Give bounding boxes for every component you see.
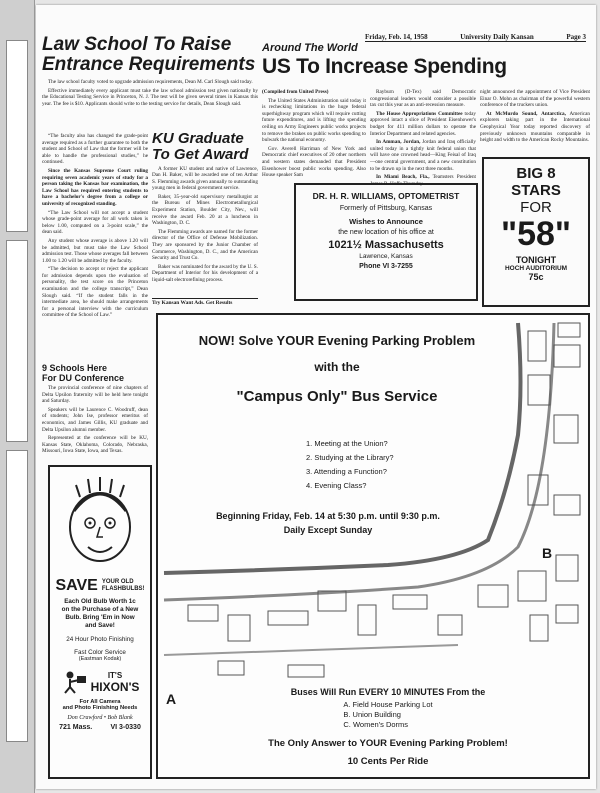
world-paragraph: Rayburn (D-Tex) said Democratic congressional leaders would consider a possible tax cut this year as an anti-recession measure. — [370, 89, 476, 109]
map-building — [556, 605, 578, 623]
hixon-name: HIXON'S — [90, 679, 140, 694]
bus-stop: C. Women's Dorms — [343, 720, 409, 729]
world-lead: At McMurdo Sound, Antarctica, — [486, 110, 566, 117]
adjacent-column — [6, 240, 28, 442]
hixon-for-all: For All Camera — [79, 699, 121, 705]
photographer-head — [66, 672, 73, 679]
hixon-name-block — [91, 671, 140, 694]
du-paragraph: Represented at the conference will be KU, Kansas State, Oklahoma, Colorado, Nebraska, Missouri, Iowa State, Iowa, and Texas. — [42, 435, 148, 455]
bus-schedule — [158, 511, 498, 535]
map-building — [358, 605, 376, 635]
law-paragraph: “The faculty also has changed the grade-point average required as a further guarantee to both the student and School of Law that the former will be able to handle the professional studies,” he continued. — [42, 133, 148, 166]
save-line — [50, 577, 150, 595]
bus-stop: A. Field House Parking Lot — [343, 700, 433, 709]
bus-question: 1. Meeting at the Union? — [306, 439, 388, 448]
bus-service-name: "Campus Only" Bus Service — [236, 388, 438, 405]
map-building — [554, 495, 580, 515]
bus-answer: The Only Answer to YOUR Evening Parking Problem! — [268, 738, 508, 749]
big8-venue: HOCH AUDITORIUM — [504, 265, 568, 272]
newspaper-page — [36, 5, 596, 789]
bus-fare: 10 Cents Per Ride — [347, 756, 429, 767]
big8-line-2: STARS — [511, 182, 561, 199]
bus-stop: B. Union Building — [343, 710, 401, 719]
bus-question: 2. Studying at the Library? — [306, 453, 394, 462]
du-article — [42, 363, 148, 463]
bus-daily: Daily Except Sunday — [283, 525, 373, 535]
big8-tonight: TONIGHT — [515, 255, 557, 265]
world-paragraph: night announced the appointment of Vice President Einar O. Mohn as chairman of the powerful western conference of the truckers union. — [480, 89, 590, 109]
law-article — [42, 35, 258, 78]
map-building — [556, 555, 578, 581]
world-lead: In Miami Beach, Fla., — [376, 174, 430, 181]
big8-line-1: BIG 8 — [516, 165, 556, 182]
big8-line-3: FOR — [520, 199, 552, 216]
award-article — [152, 131, 258, 306]
hixon-logo-row — [50, 670, 150, 694]
map-label-b: B — [542, 545, 553, 561]
hair — [74, 494, 126, 511]
law-body-col — [42, 133, 148, 363]
award-paragraph: Baker was nominated for the award by the U. S. Department of Interior for his development of a liquid-salt electrorefining process. — [152, 263, 258, 283]
cartoon-face-illustration — [50, 467, 150, 577]
map-building — [478, 585, 508, 607]
photographer-body — [65, 679, 79, 693]
map-label-a: A — [166, 691, 177, 707]
big8-year: "58" — [500, 215, 572, 253]
adjacent-page-strip — [0, 0, 35, 793]
bus-with: with the — [314, 360, 360, 374]
bus-every: Buses Will Run EVERY 10 MINUTES From the — [290, 687, 486, 697]
optometrist-city: Lawrence, Kansas — [359, 253, 413, 260]
world-kicker: Around The World — [262, 42, 358, 54]
optometrist-phone: Phone VI 3-7255 — [359, 263, 413, 270]
du-headline-1: 9 Schools Here — [42, 363, 108, 373]
hixon-address: 721 Mass. — [59, 724, 93, 731]
award-paragraph: The Flemming awards are named for the former director of the Office of Defense Mobilization. They are sponsored by the Junior Chamber of Commerce, Washington, D. C., and the American Security and Trust Co. — [152, 228, 258, 262]
law-paragraph: The law school faculty voted to upgrade admission requirements, Dean M. Carl Slough said today. — [48, 79, 253, 85]
law-paragraph: “The decision to accept or reject the applicant for admission depends upon the evaluation of personality, the test score on the Princeton examination and the college transcript,” Dean Slough said. “If the student falls in the intermediate area, he should make arrangements for a personal interview with the curriculum committee of the School of Law.” — [42, 266, 148, 319]
map-building — [554, 415, 578, 443]
world-paragraph: The United States Administration said today it is rechecking limitations in the huge federal superhighway program which will require cutting future expenditures, and is lifting the spending ceiling on Army Engineers public works projects to remove the brakes on public works spending to bulwark the national economy. — [262, 97, 366, 144]
bulb-offer-line: on the Purchase of a New — [61, 606, 139, 613]
law-paragraph: Effective immediately every applicant must take the law school admission test given nationally by the Educational Testing Service in Princeton, N. J. The test will be given several times in Kansas this year. The fee is $10. Applicants should write to the testing service for details, Dean Slough said. — [42, 87, 258, 107]
big8-price: 75c — [528, 272, 544, 282]
award-paragraph: A former KU student and native of Lawrence, Dan H. Baker, will be awarded one of ten Arthur S. Flemming awards given annually to outstanding young men in federal government service. — [152, 165, 258, 192]
bulb-offer-line: and Save! — [85, 622, 115, 629]
map-building — [528, 331, 546, 361]
masthead-page: Page 3 — [566, 33, 586, 41]
bus-question: 3. Attending a Function? — [306, 467, 387, 476]
camera-icon — [77, 676, 86, 683]
mouth — [88, 547, 112, 552]
save-sub — [102, 579, 145, 593]
optometrist-name: DR. H. R. WILLIAMS, OPTOMETRIST — [312, 191, 460, 201]
law-headline-2: Entrance Requirements — [42, 53, 256, 75]
bus-stops — [343, 700, 432, 730]
world-col-1 — [262, 89, 366, 181]
map-building — [558, 323, 580, 337]
optometrist-new-location: the new location of his office at — [338, 229, 434, 236]
du-paragraph: The provincial conference of nine chapters of Delta Upsilon fraternity will be held here tonight and Saturday. — [42, 385, 148, 405]
hixon-hour: 24 Hour Photo Finishing — [66, 636, 134, 643]
world-text: American explorers taking part in the International Geophysical Year today reported discovery of previously unknown mountains comparable in height and width to the American Rocky Mountains. — [480, 110, 590, 144]
adjacent-column — [6, 450, 28, 742]
bulb-offer-line: Each Old Bulb Worth 1c — [64, 598, 136, 605]
hixon-ad — [48, 465, 152, 779]
save-your-old: YOUR OLD — [101, 579, 134, 585]
optometrist-wishes: Wishes to Announce — [349, 217, 423, 226]
bus-begin: Beginning Friday, Feb. 14 at 5:30 p.m. until 9:30 p.m. — [216, 511, 440, 521]
hixon-its: IT'S — [107, 670, 123, 680]
map-building — [530, 615, 548, 641]
optometrist-formerly: Formerly of Pittsburg, Kansas — [339, 205, 433, 212]
law-body-top — [42, 79, 258, 109]
bus-ad-header — [158, 333, 516, 405]
world-col-2 — [370, 89, 477, 187]
law-paragraph: “The Law School will not accept a student whose grade-point average for all work taken is below 1.00, computed on a 3-point scale,” the dean said. — [42, 209, 148, 236]
bulb-offer-line: Bulb. Bring 'Em in Now — [65, 614, 135, 621]
map-building — [188, 605, 218, 621]
hixon-staff: Don Crawford • Bob Blank — [67, 715, 133, 721]
map-building — [228, 615, 250, 641]
hixon-contact — [50, 724, 150, 731]
world-headline: US To Increase Spending — [262, 54, 507, 78]
optometrist-ad — [294, 183, 478, 301]
adjacent-column — [6, 40, 28, 232]
world-lead: The House Appropriations Committee — [376, 110, 463, 117]
du-paragraph: Speakers will be Laurence C. Woodruff, dean of students; John Ise, professor emeritus of economics, and James Gillis, KU graduate and Delta Upsilon alumni member. — [42, 406, 148, 433]
law-paragraph: Any student whose average is above 1.20 will be admitted, but must take the Law School admission test. Those whose averages fall between 1.00 to 1.20 will be admitted by the faculty. — [42, 237, 148, 264]
want-ads-tagline: Try Kansan Want Ads. Get Results — [152, 298, 258, 306]
du-headline-2: For DU Conference — [42, 373, 125, 383]
map-building — [393, 595, 427, 609]
world-article — [262, 43, 590, 78]
map-building — [268, 611, 308, 625]
map-building — [518, 571, 546, 601]
optometrist-address: 1021½ Massachusetts — [328, 239, 444, 251]
law-bold-paragraph: Since the Kansas Supreme Court ruling requiring seven academic years of study for a person taking the Kansas bar examination, the Law School has required entering students to have a bachelor's degree from a college or university of recognized standing. — [42, 167, 148, 207]
award-body — [152, 166, 258, 298]
pupil — [89, 522, 92, 525]
award-paragraph: Baker, 35-year-old supervisory metallurgist at the Bureau of Mines Electrometallurgical Experiment Station, Boulder City, Nev., will receive the award Feb. 20 at a luncheon in Washington, D. C. — [152, 193, 258, 227]
world-text: Jordan and Iraq officially united today in a tightly knit federal union that will have one crowned head—King Feisal of Iraq—one central government, and a new constitution to be drawn up in the next three months. — [370, 139, 476, 172]
map-road — [164, 645, 458, 655]
world-text: today approved intact a slice of President Eisenhower's budget for 411 million dollars to operate the Interior Department and related agencies. — [370, 110, 477, 137]
bus-headline: NOW! Solve YOUR Evening Parking Problem — [198, 333, 476, 348]
world-lead: In Amman, Jordan, — [376, 139, 421, 146]
bus-questions — [306, 437, 394, 493]
masthead-paper: University Daily Kansan — [460, 33, 534, 41]
save-word: SAVE — [55, 577, 98, 594]
world-text: Teamsters President James R. Hoffa Thursday — [370, 174, 477, 187]
hixon-fast: Fast Color Service — [74, 649, 126, 656]
masthead — [365, 33, 586, 42]
world-col-3 — [480, 89, 590, 153]
world-byline: (Compiled from United Press) — [262, 89, 329, 95]
world-paragraph: Gov. Averell Harriman of New York and Democratic chief executives of 20 other northern and western states demanded that President Eisenhower boost public works spending. Also House speaker Sam — [262, 145, 366, 179]
map-building — [554, 345, 580, 367]
law-headline-1: Law School To Raise — [42, 34, 232, 55]
big8-ad — [482, 157, 590, 307]
pupil — [109, 522, 112, 525]
map-building — [528, 375, 550, 405]
bus-footer — [198, 687, 578, 767]
hixon-phone: VI 3-0330 — [110, 724, 141, 731]
hixon-kodak: (Eastman Kodak) — [78, 656, 122, 662]
bus-question: 4. Evening Class? — [306, 481, 367, 490]
nose — [97, 527, 103, 537]
photographer-icon — [61, 670, 87, 694]
masthead-date: Friday, Feb. 14, 1958 — [365, 33, 428, 41]
award-headline-1: KU Graduate — [152, 130, 244, 147]
save-flashbulbs: FLASHBULBS! — [101, 586, 145, 592]
award-headline-2: To Get Award — [152, 145, 249, 163]
map-building — [438, 615, 462, 635]
map-building — [218, 661, 244, 675]
map-building — [288, 665, 324, 677]
bus-ad — [156, 313, 590, 779]
hixon-needs: and Photo Finishing Needs — [62, 705, 138, 711]
du-body — [42, 385, 148, 463]
bulb-offer — [50, 598, 150, 630]
